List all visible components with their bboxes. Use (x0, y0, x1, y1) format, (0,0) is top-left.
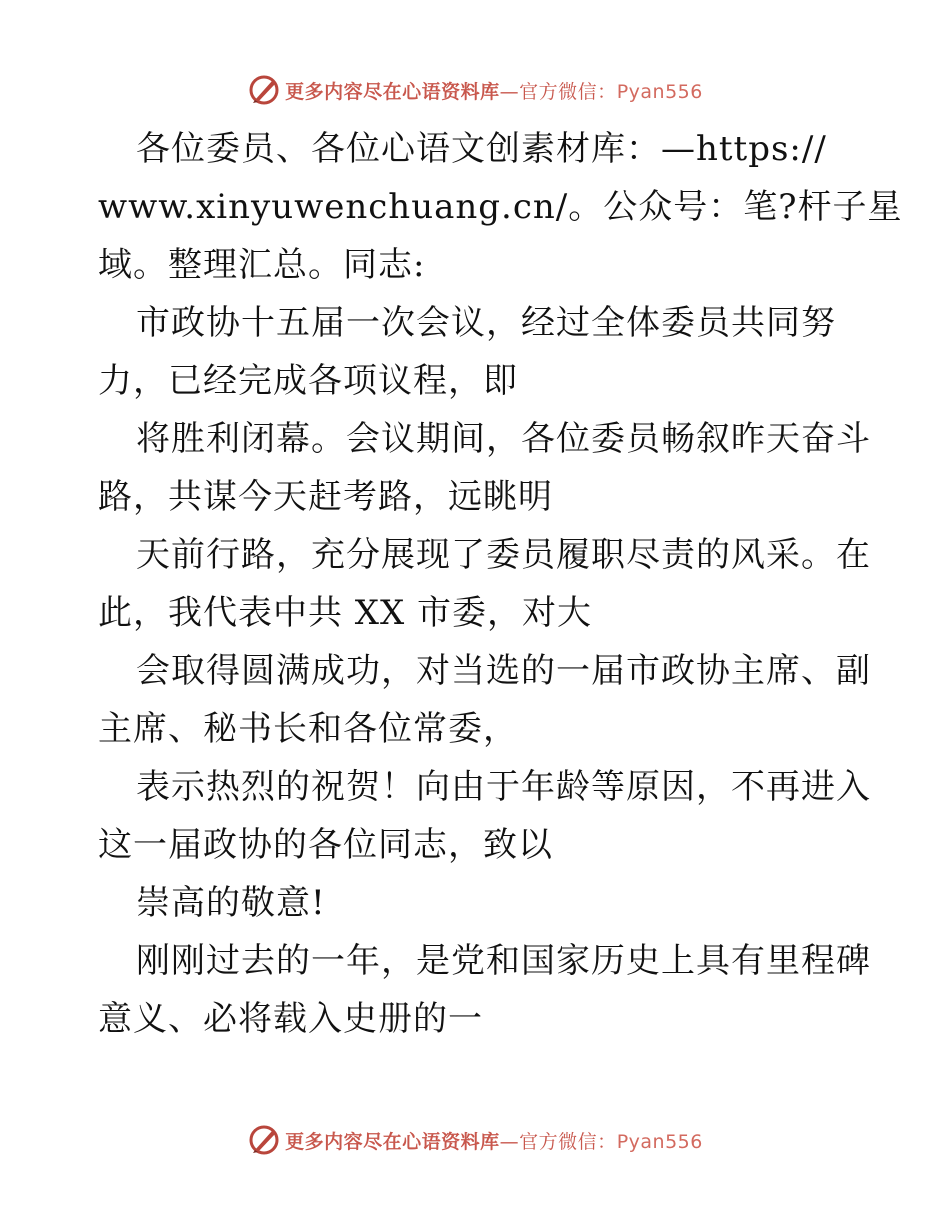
paragraph-line: 崇高的敬意! (136, 883, 326, 923)
paragraph-line: 意义、必将载入史册的一 (98, 999, 483, 1039)
paragraph-line: 路，共谋今天赶考路，远眺明 (98, 477, 553, 517)
paragraph-line: 力，已经完成各项议程，即 (98, 361, 518, 401)
paragraph-line: 会取得圆满成功，对当选的一届市政协主席、副 (136, 651, 871, 691)
paragraph-line: 此，我代表中共 XX 市委，对大 (98, 593, 593, 633)
paragraph-line: 这一届政协的各位同志，致以 (98, 825, 553, 865)
paragraph-line: 域。整理汇总。同志: (98, 245, 426, 285)
footer-banner (0, 1120, 950, 1160)
pen-circle-logo-icon (247, 73, 281, 107)
paragraph-line: 将胜利闭幕。会议期间，各位委员畅叙昨天奋斗 (136, 419, 871, 459)
document-body (98, 120, 903, 1048)
header-banner-wechat-label: —官方微信： (499, 80, 617, 103)
footer-banner-text (285, 1127, 703, 1154)
paragraph-line: 表示热烈的祝贺！向由于年龄等原因，不再进入 (136, 767, 871, 807)
paragraph-line: 天前行路，充分展现了委员履职尽责的风采。在 (136, 535, 871, 575)
header-banner (0, 70, 950, 110)
header-banner-title: 更多内容尽在心语资料库 (285, 80, 500, 103)
pen-circle-logo-icon (247, 1123, 281, 1157)
paragraph-line: www.xinyuwenchuang.cn/。公众号：笔?杆子星 (98, 187, 903, 227)
header-banner-text (285, 77, 703, 104)
paragraph-line: 刚刚过去的一年，是党和国家历史上具有里程碑 (136, 941, 871, 981)
footer-banner-title: 更多内容尽在心语资料库 (285, 1130, 500, 1153)
paragraph-line: 各位委员、各位心语文创素材库：—https:// (136, 129, 827, 169)
footer-banner-wechat-label: —官方微信： (499, 1130, 617, 1153)
footer-banner-wechat-id: Pyan556 (616, 1130, 703, 1153)
paragraph-line: 主席、秘书长和各位常委， (98, 709, 518, 749)
paragraph-line: 市政协十五届一次会议，经过全体委员共同努 (136, 303, 836, 343)
header-banner-wechat-id: Pyan556 (616, 80, 703, 103)
